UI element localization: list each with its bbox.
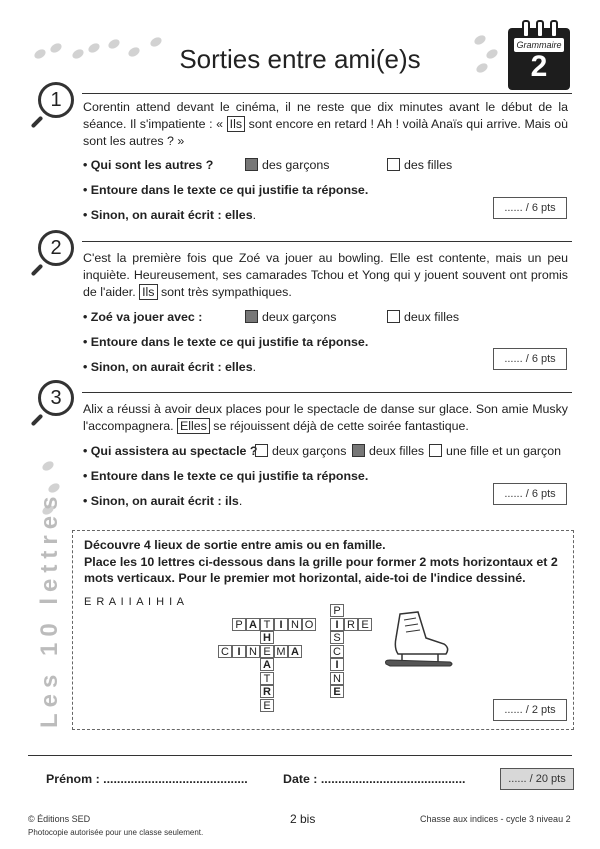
exercise-2-question: • Zoé va jouer avec : xyxy=(83,310,203,324)
puzzle-letters: E R A I I A I H I A xyxy=(84,596,185,608)
puzzle-points: ...... / 2 pts xyxy=(493,699,567,721)
exercise-3-instruction: • Entoure dans le texte ce qui justifie ta réponse. xyxy=(83,469,369,483)
magnifier-icon: 2 xyxy=(38,230,74,266)
exercise-1-text: Corentin attend devant le cinéma, il ne reste que dix minutes avant le début de la séance. Il s'impatiente : « Ils sont encore en retard ! Ah ! voilà Anaïs qui arrive. Mais où sont les autres ? » xyxy=(83,100,568,148)
grid-cell[interactable]: E xyxy=(330,685,344,698)
exercise-3-text: Alix a réussi à avoir deux places pour le spectacle de danse sur glace. Son amie Musky l'accompagnera. Elles se réjouissent déjà de cette soirée fantastique. xyxy=(83,402,568,433)
grid-cell[interactable]: T xyxy=(260,672,274,685)
checkbox-checked[interactable] xyxy=(245,310,258,323)
exercise-1-points: ...... / 6 pts xyxy=(493,197,567,219)
footer-rule xyxy=(28,755,572,756)
grid-cell[interactable]: E xyxy=(260,645,274,658)
grid-cell[interactable]: N xyxy=(246,645,260,658)
exercise-2-instruction: • Entoure dans le texte ce qui justifie ta réponse. xyxy=(83,335,369,349)
exercise-1-option-2[interactable]: des filles xyxy=(387,158,452,172)
checkbox[interactable] xyxy=(387,158,400,171)
exercise-3-option-2[interactable]: deux filles xyxy=(352,444,424,458)
exercise-3-option-3[interactable]: une fille et un garçon xyxy=(429,444,561,458)
exercise-2-rule xyxy=(82,241,572,242)
crossword-grid xyxy=(218,604,378,720)
ice-skate-icon xyxy=(380,608,456,672)
exercise-1-rule xyxy=(82,93,572,94)
exercise-1-otherwise: • Sinon, on aurait écrit : elles. xyxy=(83,208,257,222)
exercise-1-option-1[interactable]: des garçons xyxy=(245,158,330,172)
grid-cell[interactable]: R xyxy=(344,618,358,631)
checkbox-checked[interactable] xyxy=(245,158,258,171)
grid-cell[interactable]: A xyxy=(288,645,302,658)
grid-cell[interactable]: P xyxy=(330,604,344,617)
grid-cell[interactable]: H xyxy=(260,631,274,644)
pronoun-box[interactable]: Ils xyxy=(227,116,245,132)
exercise-2-points: ...... / 6 pts xyxy=(493,348,567,370)
exercise-3-points: ...... / 6 pts xyxy=(493,483,567,505)
grid-cell[interactable]: M xyxy=(274,645,288,658)
first-name-field[interactable]: Prénom : .......................................... xyxy=(46,772,248,786)
grid-cell[interactable]: N xyxy=(330,672,344,685)
puzzle-intro-1: Découvre 4 lieux de sortie entre amis ou en famille. xyxy=(84,538,386,552)
grid-cell[interactable]: E xyxy=(260,699,274,712)
magnifier-icon: 3 xyxy=(38,380,74,416)
exercise-1-question: • Qui sont les autres ? xyxy=(83,158,214,172)
grid-cell[interactable]: A xyxy=(260,658,274,671)
badge-number: 2 xyxy=(530,50,548,83)
pronoun-box[interactable]: Ils xyxy=(139,284,157,300)
copyright: © Éditions SED xyxy=(28,814,91,824)
exercise-2-option-1[interactable]: deux garçons xyxy=(245,310,336,324)
grid-cell[interactable]: A xyxy=(246,618,260,631)
series-label: Chasse aux indices - cycle 3 niveau 2 xyxy=(420,814,571,824)
date-field[interactable]: Date : .......................................... xyxy=(283,772,466,786)
pronoun-box[interactable]: Elles xyxy=(177,418,210,434)
page-title: Sorties entre ami(e)s xyxy=(179,44,421,74)
checkbox-checked[interactable] xyxy=(352,444,365,457)
exercise-2-otherwise: • Sinon, on aurait écrit : elles. xyxy=(83,360,257,374)
badge-label: Grammaire xyxy=(514,38,564,52)
page-number: 2 bis xyxy=(290,812,316,826)
grid-cell[interactable]: O xyxy=(302,618,316,631)
magnifier-icon: 1 xyxy=(38,82,74,118)
side-label: Les 10 lettres xyxy=(36,490,63,728)
exercise-1-instruction: • Entoure dans le texte ce qui justifie ta réponse. xyxy=(83,183,369,197)
grid-cell[interactable]: R xyxy=(260,685,274,698)
exercise-3-rule xyxy=(82,392,572,393)
exercise-2-option-2[interactable]: deux filles xyxy=(387,310,459,324)
exercise-3-question: • Qui assistera au spectacle ? xyxy=(83,444,258,458)
grid-cell[interactable]: P xyxy=(232,618,246,631)
checkbox[interactable] xyxy=(255,444,268,457)
exercise-3-option-1[interactable]: deux garçons xyxy=(255,444,346,458)
checkbox[interactable] xyxy=(387,310,400,323)
grid-cell[interactable]: I xyxy=(232,645,246,658)
grid-cell[interactable]: N xyxy=(288,618,302,631)
puzzle-intro-2: Place les 10 lettres ci-dessous dans la grille pour former 2 mots horizontaux et 2 mots verticaux. Pour le premier mot horizontal, aide-toi de l'indice dessiné. xyxy=(84,555,558,585)
photocopy-note: Photocopie autorisée pour une classe seulement. xyxy=(28,828,204,837)
grid-cell[interactable]: I xyxy=(274,618,288,631)
grid-cell[interactable]: T xyxy=(260,618,274,631)
exercise-2-text: C'est la première fois que Zoé va jouer au bowling. Elle est contente, mais un peu inquiète. Heureusement, ses camarades Tchou et Yong qui y jouent souvent ont promis de l'aider. Ils sont très sympathiques. xyxy=(83,251,568,299)
grid-cell[interactable]: S xyxy=(330,631,344,644)
grid-cell[interactable]: C xyxy=(218,645,232,658)
grid-cell[interactable]: I xyxy=(330,658,344,671)
grid-cell[interactable]: E xyxy=(358,618,372,631)
total-points: ...... / 20 pts xyxy=(500,768,574,790)
grid-cell[interactable]: C xyxy=(330,645,344,658)
grid-cell[interactable]: I xyxy=(330,618,344,631)
grammar-badge xyxy=(508,20,570,90)
checkbox[interactable] xyxy=(429,444,442,457)
exercise-3-otherwise: • Sinon, on aurait écrit : ils. xyxy=(83,494,243,508)
